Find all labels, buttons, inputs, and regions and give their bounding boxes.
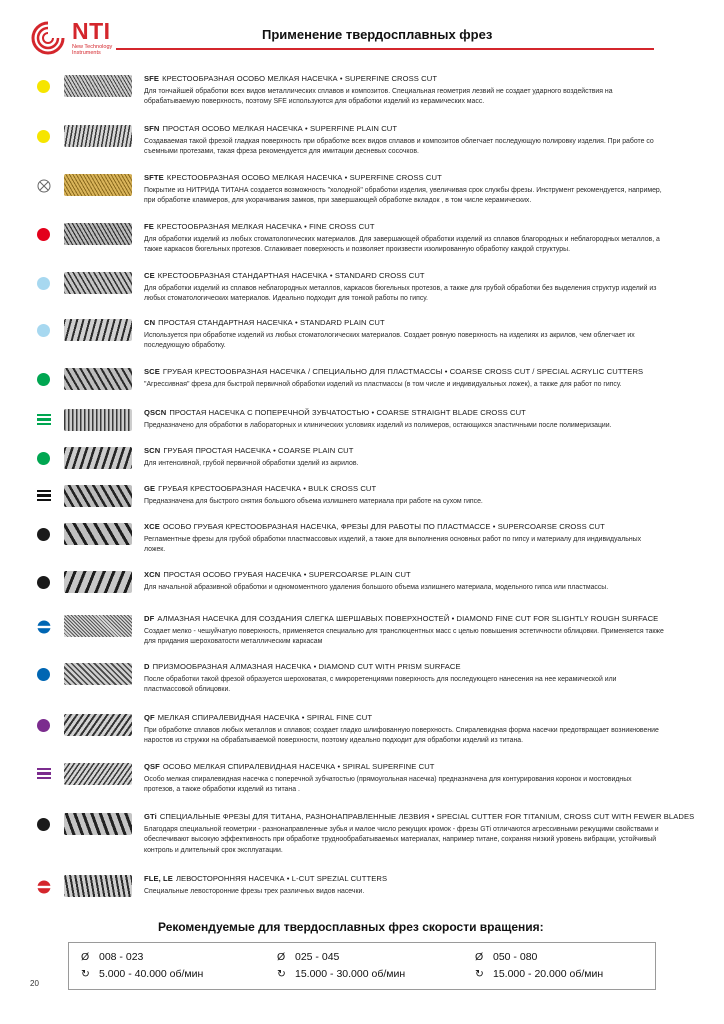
purple-dot-icon (37, 719, 51, 733)
item-title: ГРУБАЯ ПРОСТАЯ НАСЕЧКА • COARSE PLAIN CUT (163, 446, 354, 455)
item-heading (144, 570, 411, 579)
speed-group (475, 949, 665, 983)
item-title: ГРУБАЯ КРЕСТООБРАЗНАЯ НАСЕЧКА • BULK CROSS CUT (158, 484, 377, 493)
item-heading (144, 662, 461, 671)
speeds-table (68, 942, 656, 990)
rotation-icon: ↻ (81, 968, 90, 980)
item-heading (144, 874, 387, 883)
item-code: FE (144, 222, 154, 231)
light-blue-dot-icon (37, 324, 51, 338)
item-title: АЛМАЗНАЯ НАСЕЧКА ДЛЯ СОЗДАНИЯ СЛЕГКА ШЕРШАВЫХ ПОВЕРХНОСТЕЙ • DIAMOND FINE CUT FOR SLIGHTLY ROUGH SURFACE (157, 614, 659, 623)
item-description: После обработки такой фрезой образуется шероховатая, с микроретенциями поверхность для последующего нанесения на нее керамической или пластмассовой облицовки. (144, 676, 617, 694)
cutter-image (64, 714, 132, 736)
item-title: ОСОБО МЕЛКАЯ СПИРАЛЕВИДНАЯ НАСЕЧКА • SPIRAL SUPERFINE CUT (162, 762, 435, 771)
item-heading (144, 318, 385, 327)
red-dot-icon (37, 228, 51, 242)
item-description: Для начальной абразивной обработки и одномоментного удаления большого объема излишнего материала, модельного гипса или пластмассы. (144, 584, 609, 591)
item-code: QF (144, 713, 155, 722)
title-divider (116, 48, 654, 50)
cutter-image (64, 615, 132, 637)
black-dot-icon (37, 576, 51, 590)
item-description: Предназначена для быстрого снятия большого объема излишнего материала при работе на сухом гипсе. (144, 498, 483, 505)
item-title: ПРОСТАЯ НАСЕЧКА С ПОПЕРЕЧНОЙ ЗУБЧАТОСТЬЮ • COARSE STRAIGHT BLADE CROSS CUT (169, 408, 526, 417)
item-description: Используется при обработке изделий из любых стоматологических материалов. Создает ровную поверхность на изделиях из акрилов, чем облегчает их последующую обработку. (144, 332, 635, 350)
item-title: ПРОСТАЯ СТАНДАРТНАЯ НАСЕЧКА • STANDARD PLAIN CUT (158, 318, 385, 327)
item-title: МЕЛКАЯ СПИРАЛЕВИДНАЯ НАСЕЧКА • SPIRAL FINE CUT (157, 713, 373, 722)
item-heading (144, 367, 643, 376)
item-description: Благодаря специальной геометрии - разнонаправленные зубья и малое число режущих кромок - фрезы GTi отличаются агрессивными режущими свойствами и обеспечивают высокую эффективность при обработке труднообрабатываемых материалах, например титане, сохраняя низкий уровень вибрации, устойчивый контроль и длительный срок эксплуатации. (144, 826, 659, 854)
item-title: ПРОСТАЯ ОСОБО ГРУБАЯ НАСЕЧКА • SUPERCOARSE PLAIN CUT (163, 570, 411, 579)
rpm-range: 15.000 - 20.000 об/мин (493, 968, 604, 980)
diameter-icon: Ø (475, 951, 484, 963)
green-bars-icon (37, 414, 51, 428)
cutter-image (64, 319, 132, 341)
item-heading (144, 614, 658, 623)
item-title: КРЕСТООБРАЗНАЯ ОСОБО МЕЛКАЯ НАСЕЧКА • SUPERFINE CROSS CUT (162, 74, 438, 83)
page-header (0, 0, 724, 60)
cutter-image (64, 125, 132, 147)
purple-bars-icon (37, 768, 51, 782)
item-heading (144, 522, 605, 531)
item-code: SCN (144, 446, 161, 455)
item-title: ОСОБО ГРУБАЯ КРЕСТООБРАЗНАЯ НАСЕЧКА, ФРЕЗЫ ДЛЯ РАБОТЫ ПО ПЛАСТМАССЕ • SUPERCOARSE CROSS CUT (162, 522, 605, 531)
rotation-icon: ↻ (277, 968, 286, 980)
black-dot-icon (37, 818, 51, 832)
rpm-range: 5.000 - 40.000 об/мин (99, 968, 204, 980)
blue-dot-icon (37, 668, 51, 682)
item-heading (144, 762, 435, 771)
red-striped-dot-icon (37, 880, 51, 894)
item-code: SFN (144, 124, 160, 133)
item-heading (144, 446, 354, 455)
cutter-image (64, 174, 132, 196)
cutter-image (64, 223, 132, 245)
item-heading (144, 124, 397, 133)
item-description: Для тончайшей обработки всех видов металлических сплавов и композитов. Специальная геометрия лезвий не создает ударного воздействия на обрабатываемую поверхность, поэтому SFE используются для обработки изделий из керамических масс. (144, 88, 613, 106)
cutter-image (64, 813, 132, 835)
item-title: ПРОСТАЯ ОСОБО МЕЛКАЯ НАСЕЧКА • SUPERFINE PLAIN CUT (162, 124, 398, 133)
item-heading (144, 408, 526, 417)
diameter-range: 025 - 045 (295, 951, 340, 963)
nti-logo (30, 20, 120, 58)
item-code: D (144, 662, 150, 671)
page-title: Применение твердосплавных фрез (262, 27, 493, 42)
item-heading (144, 271, 425, 280)
item-description: Покрытие из НИТРИДА ТИТАНА создается возможность "холодной" обработки изделия, увеличивая срок службы фрезы. Инструмент рекомендуется, например, при обработке кламмеров, для укорачивания замков, при завершающей обработке вкладок , в том числе керамических. (144, 187, 662, 205)
cutter-image (64, 571, 132, 593)
cutter-image (64, 763, 132, 785)
page-number: 20 (30, 979, 39, 988)
item-title: ЛЕВОСТОРОННЯЯ НАСЕЧКА • L-CUT SPEZIAL CUTTERS (175, 874, 388, 883)
item-code: DF (144, 614, 155, 623)
item-code: QSCN (144, 408, 167, 417)
item-code: GTi (144, 812, 157, 821)
item-title: КРЕСТООБРАЗНАЯ СТАНДАРТНАЯ НАСЕЧКА • STANDARD CROSS CUT (157, 271, 425, 280)
yellow-dot-icon (37, 80, 51, 94)
cutter-image (64, 663, 132, 685)
green-dot-icon (37, 452, 51, 466)
speed-group (277, 949, 467, 983)
cutter-image (64, 485, 132, 507)
item-description: Создает мелко - чешуйчатую поверхность, применяется специально для транслюцентных масс с целью повышения эстетичности облицовки. Применяется также для придания шероховатости металлическим каркасам (144, 628, 664, 646)
item-code: FLE, LE (144, 874, 173, 883)
cutter-image (64, 447, 132, 469)
item-code: QSF (144, 762, 160, 771)
item-title: ПРИЗМООБРАЗНАЯ АЛМАЗНАЯ НАСЕЧКА • DIAMOND CUT WITH PRISM SURFACE (152, 662, 461, 671)
logo-swirl-icon (30, 20, 70, 56)
cutter-image (64, 523, 132, 545)
item-title: КРЕСТООБРАЗНАЯ МЕЛКАЯ НАСЕЧКА • FINE CROSS CUT (156, 222, 375, 231)
speed-group (81, 949, 271, 983)
item-description: Для обработки изделий из сплавов неблагородных металлов, каркасов бюгельных протезов, а также для грубой обработки без выделения структур изделий из любых стоматологических материалов. Идеально подходит для тонкой работы по гипсу. (144, 285, 657, 303)
crossed-circle-icon (37, 179, 51, 193)
item-title: СПЕЦИАЛЬНЫЕ ФРЕЗЫ ДЛЯ ТИТАНА, РАЗНОНАПРАВЛЕННЫЕ ЛЕЗВИЯ • SPECIAL CUTTER FOR TITANIUM, CROSS CUT WITH FEWER BLADES (159, 812, 695, 821)
item-heading (144, 484, 376, 493)
item-title: ГРУБАЯ КРЕСТООБРАЗНАЯ НАСЕЧКА / СПЕЦИАЛЬНО ДЛЯ ПЛАСТМАССЫ • COARSE CROSS CUT / SPECIAL ACRYLIC CUTTERS (162, 367, 644, 376)
cutter-image (64, 272, 132, 294)
item-description: Для обработки изделий из любых стоматологических материалов. Для завершающей обработки изделий из сплавов благородных и неблагородных металлов, а также каркасов бюгельных протезов. Сглаживает поверхность и позволяет произвести изолированную обработку каждой структуры. (144, 236, 660, 254)
logo-brand-name: NTI (72, 18, 111, 44)
rotation-icon: ↻ (475, 968, 484, 980)
item-description: Регламентные фрезы для грубой обработки пластмассовых изделий, а также для выполнения основных работ по гипсу и материалу для индивидуальных ложек. (144, 536, 642, 554)
green-dot-icon (37, 373, 51, 387)
item-heading (144, 222, 375, 231)
item-description: Предназначено для обработки в лабораторных и клинических условиях изделий из полимеров, остающихся эластичными после полимеризации. (144, 422, 612, 429)
item-description: "Агрессивная" фреза для быстрой первичной обработки изделий из пластмассы (в том числе и индивидуальных ложек), а также для работ по гипсу. (144, 381, 622, 388)
rpm-range: 15.000 - 30.000 об/мин (295, 968, 406, 980)
item-title: КРЕСТООБРАЗНАЯ ОСОБО МЕЛКАЯ НАСЕЧКА • SUPERFINE CROSS CUT (166, 173, 442, 182)
cutter-image (64, 368, 132, 390)
black-dot-icon (37, 528, 51, 542)
item-description: Создаваемая такой фрезой гладкая поверхность при обработке всех видов сплавов и композитов облегчает последующую полировку изделия. При работе со съемными протезами, такая фреза рекомендуется для имитации десневых сосочков. (144, 138, 654, 156)
item-code: SFE (144, 74, 160, 83)
item-code: GE (144, 484, 156, 493)
item-heading (144, 74, 437, 83)
item-description: Особо мелкая спиралевидная насечка с поперечной зубчатостью (прямоугольная насечка) предназначена для контурирования коронок и мостовидных протезов, а также обработки изделий из титана . (144, 776, 632, 794)
blue-striped-dot-icon (37, 620, 51, 634)
item-code: CE (144, 271, 155, 280)
diameter-icon: Ø (81, 951, 90, 963)
diameter-range: 008 - 023 (99, 951, 144, 963)
item-heading (144, 713, 372, 722)
item-code: XCN (144, 570, 161, 579)
item-code: XCE (144, 522, 160, 531)
diameter-range: 050 - 080 (493, 951, 538, 963)
speeds-heading: Рекомендуемые для твердосплавных фрез скорости вращения: (158, 920, 544, 934)
item-description: Специальные левосторонние фрезы трех различных видов насечки. (144, 888, 365, 895)
logo-subtitle: New Technology Instruments (72, 44, 113, 56)
item-description: Для интенсивной, грубой первичной обработки зделий из акрилов. (144, 460, 359, 467)
cutter-image (64, 409, 132, 431)
item-code: SCE (144, 367, 160, 376)
item-code: SFTE (144, 173, 164, 182)
light-blue-dot-icon (37, 277, 51, 291)
item-heading (144, 812, 694, 821)
yellow-dot-icon (37, 130, 51, 144)
black-bars-icon (37, 490, 51, 504)
item-heading (144, 173, 442, 182)
cutter-image (64, 75, 132, 97)
item-description: При обработке сплавов любых металлов и сплавов; создает гладко шлифованную поверхность. Спиралевидная форма насечки предотвращает возникновение наростов из стружки на обрабатываемой поверхности, поэтому идеально подходит для обработки изделий из титана. (144, 727, 659, 745)
item-code: CN (144, 318, 156, 327)
diameter-icon: Ø (277, 951, 286, 963)
cutter-image (64, 875, 132, 897)
